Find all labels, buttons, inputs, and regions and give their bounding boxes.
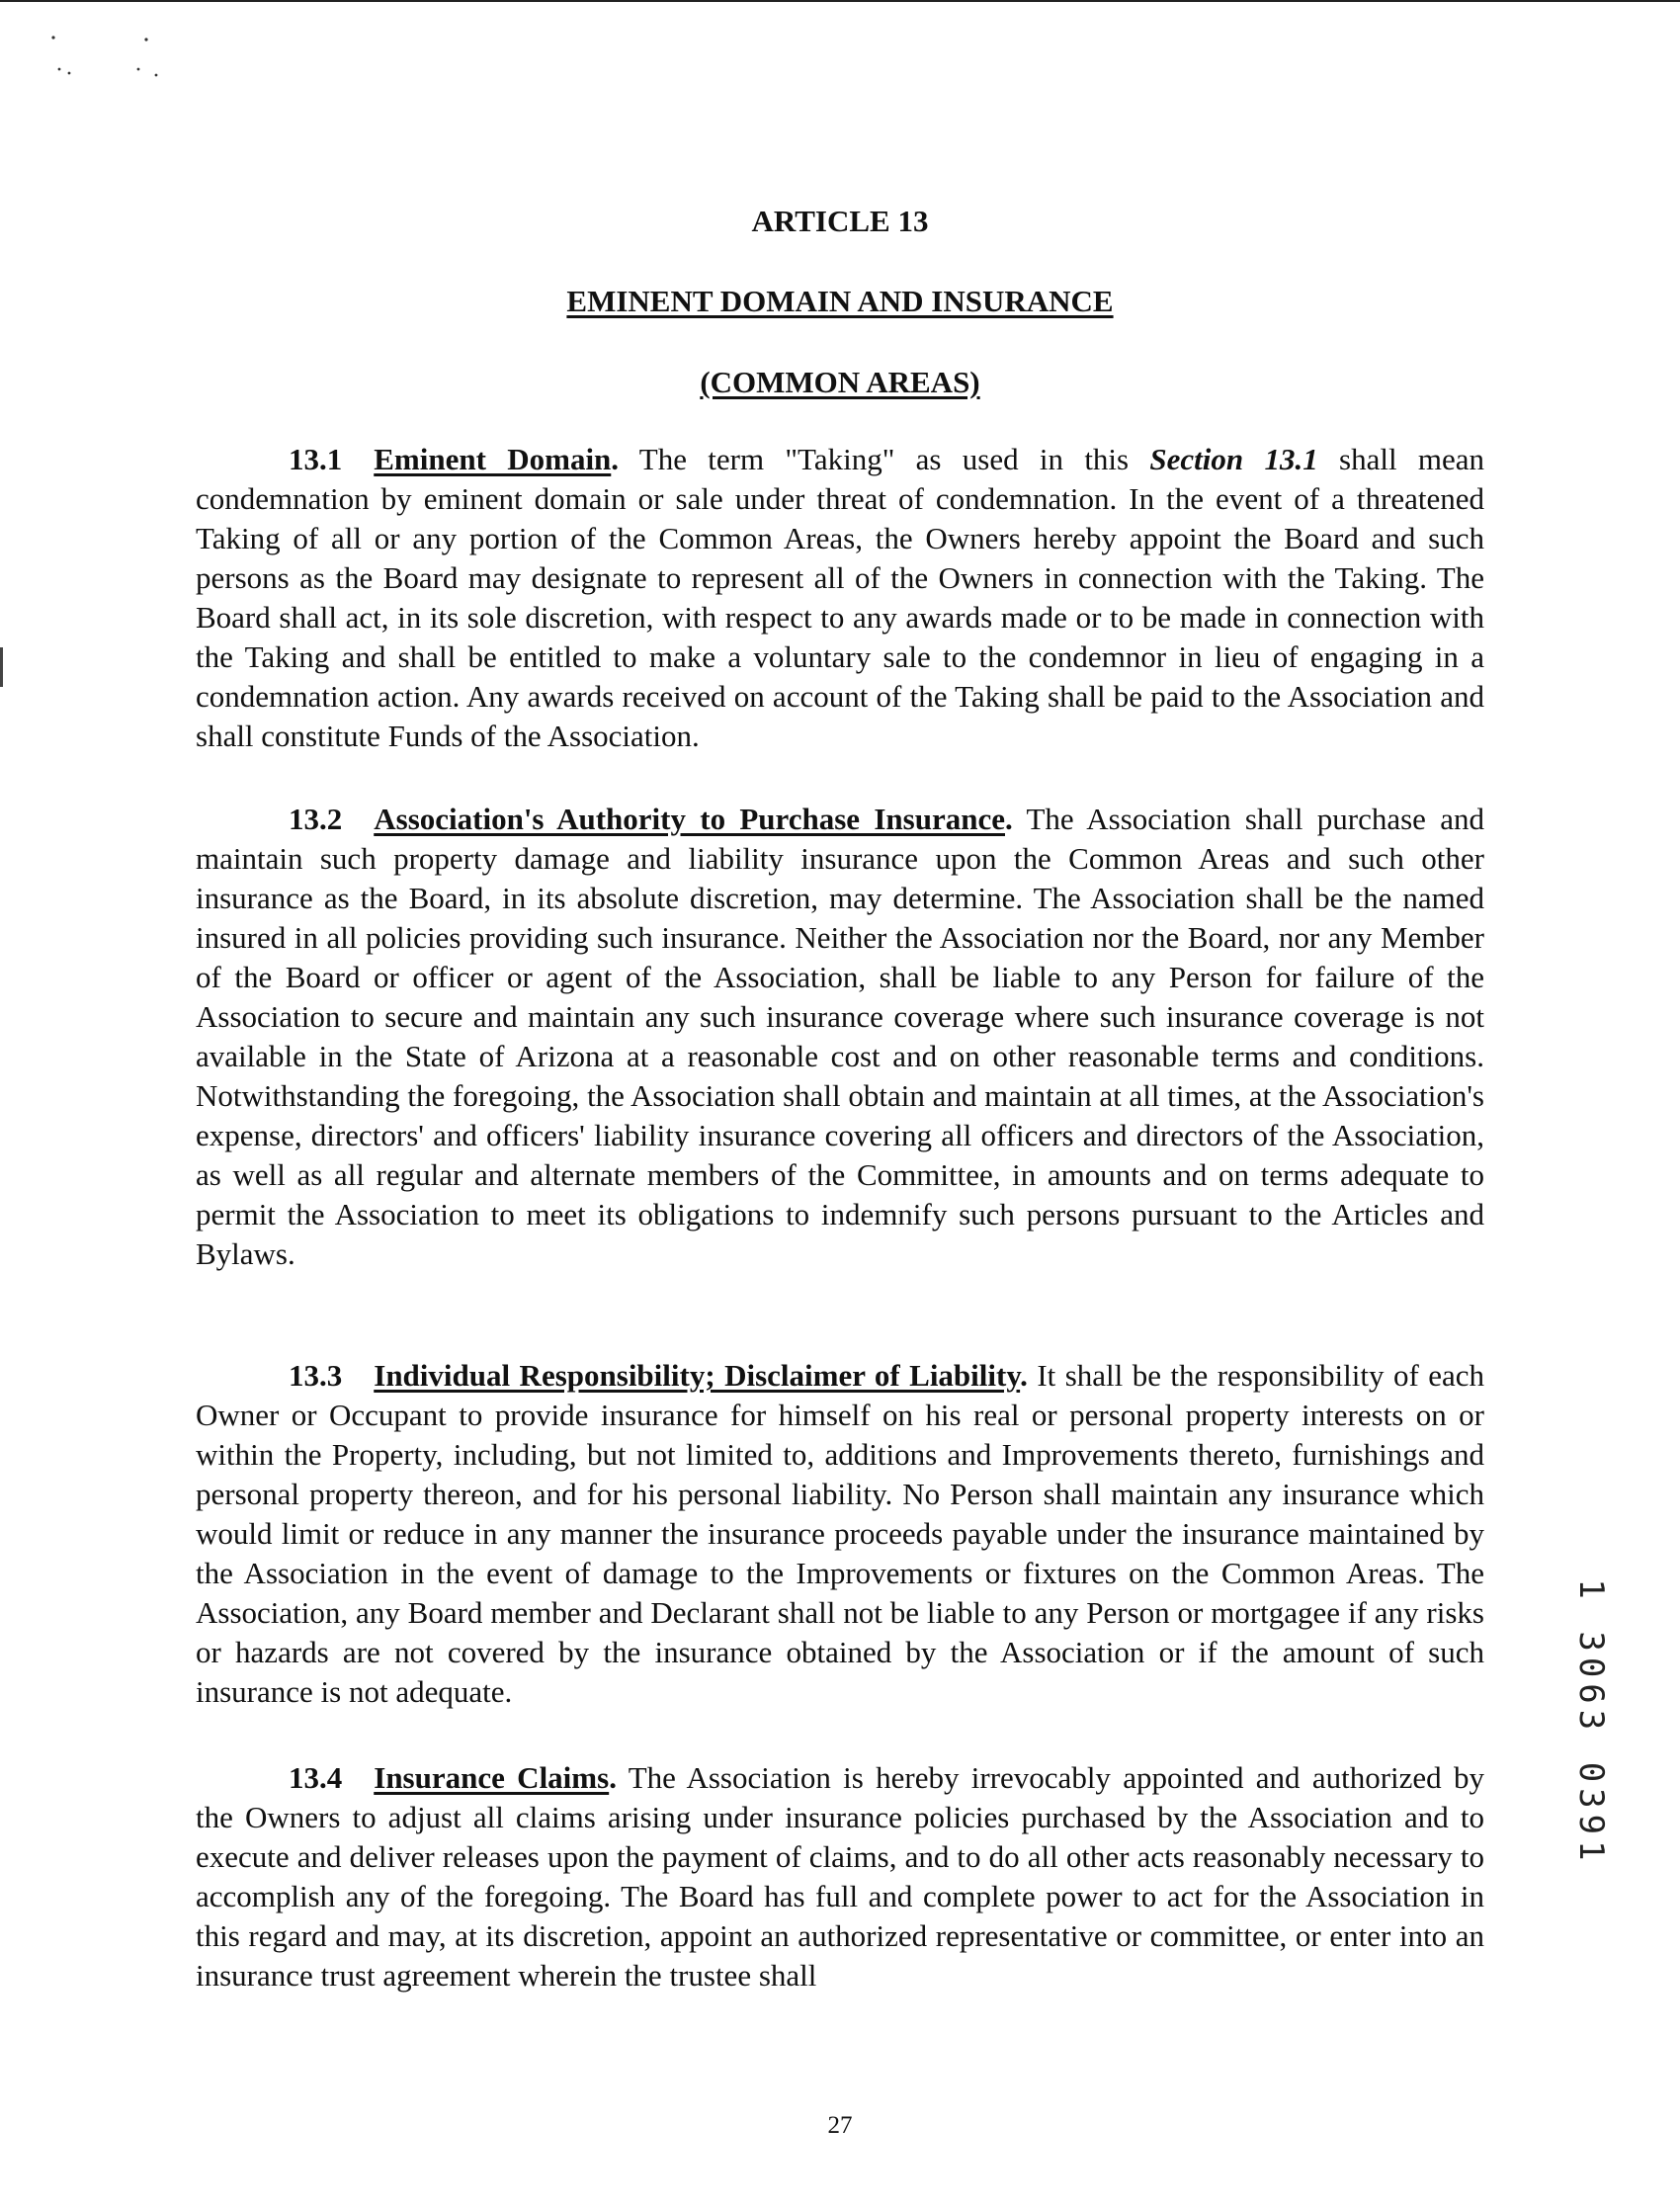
scan-left-mark — [0, 647, 3, 687]
section-title: Insurance Claims — [374, 1760, 610, 1795]
section-13-2: 13.2 Association's Authority to Purchase Insurance. The Association shall purchase and maintain such property damage and liability insurance upon the Common Areas and such other insurance as the Board, in its absolute discretion, may determine. The Association shall be the named insured in all policies providing such insurance. Neither the Association nor the Board, nor any Member of the Board or officer or agent of the Association, shall be liable to any Person for failure of the Association to secure and maintain any such insurance coverage where such insurance coverage is not available in the State of Arizona at a reasonable cost and on other reasonable terms and conditions. Notwithstanding the foregoing, the Association shall obtain and maintain at all times, at the Association's expense, directors' and officers' liability insurance covering all officers and directors of the Association, as well as all regular and alternate members of the Committee, in amounts and on terms adequate to permit the Association to meet its obligations to indemnify such persons pursuant to the Articles and Bylaws. — [196, 802, 1484, 1271]
section-title: Eminent Domain — [374, 442, 612, 476]
section-number: 13.4 — [289, 1760, 343, 1795]
section-title: Individual Responsibility; Disclaimer of Liability — [374, 1358, 1021, 1393]
section-13-3: 13.3 Individual Responsibility; Disclaimer of Liability. It shall be the responsibility of each Owner or Occupant to provide insurance for himself on his real or personal property interests on or within the Property, including, but not limited to, additions and Improvements thereto, furnishings and personal property thereon, and for his personal liability. No Person shall maintain any insurance which would limit or reduce in any manner the insurance proceeds payable under the insurance maintained by the Association in the event of damage to the Improvements or fixtures on the Common Areas. The Association, any Board member and Declarant shall not be liable to any Person or mortgagee if any risks or hazards are not covered by the insurance obtained by the Association or if the amount of such insurance is not adequate. — [196, 1358, 1484, 1709]
section-number: 13.1 — [289, 442, 343, 476]
section-text: shall mean condemnation by eminent domain or sale under threat of condemnation. In the event of a threatened Taking of all or any portion of the Common Areas, the Owners hereby appoint the Board and such persons as the Board may designate to represent all of the Owners in connection with the Taking. The Board shall act, in its sole discretion, with respect to any awards made or to be made in connection with the Taking and shall be entitled to make a voluntary sale to the condemnor in lieu of engaging in a condemnation action. Any awards received on account of the Taking shall be paid to the Association and shall constitute Funds of the Association. — [196, 442, 1484, 753]
section-text: The term "Taking" as used in this — [638, 442, 1130, 476]
scan-top-edge — [0, 0, 1680, 2]
section-text: The Association shall purchase and maintain such property damage and liability insurance upon the Common Areas and such other insurance as the Board, in its absolute discretion, may determine. The Association shall be the named insured in all policies providing such insurance. Neither the Association nor the Board, nor any Member of the Board or officer or agent of the Association, shall be liable to any Person for failure of the Association to secure and maintain any such insurance coverage where such insurance coverage is not available in the State of Arizona at a reasonable cost and on other reasonable terms and conditions. Notwithstanding the foregoing, the Association shall obtain and maintain at all times, at the Association's expense, directors' and officers' liability insurance covering all officers and directors of the Association, as well as all regular and alternate members of the Committee, in amounts and on terms adequate to permit the Association to meet its obligations to indemnify such persons pursuant to the Articles and Bylaws. — [196, 802, 1484, 1271]
page-number: 27 — [827, 2112, 853, 2139]
section-number: 13.2 — [289, 802, 343, 836]
article-title: EMINENT DOMAIN AND INSURANCE — [566, 284, 1114, 318]
article-heading: ARTICLE 13 — [751, 204, 929, 238]
recording-stamp: 1 3063 0391 — [1571, 1578, 1611, 1867]
section-reference: Section 13.1 — [1149, 442, 1318, 476]
section-text: It shall be the responsibility of each Owner or Occupant to provide insurance for himself on his real or personal property interests on or within the Property, including, but not limited to, additions and Improvements thereto, furnishings and personal property thereon, and for his personal liability. No Person shall maintain any insurance which would limit or reduce in any manner the insurance proceeds payable under the insurance maintained by the Association in the event of damage to the Improvements or fixtures on the Common Areas. The Association, any Board member and Declarant shall not be liable to any Person or mortgagee if any risks or hazards are not covered by the insurance obtained by the Association or if the amount of such insurance is not adequate. — [196, 1358, 1484, 1709]
article-subtitle: (COMMON AREAS) — [700, 365, 980, 399]
section-text: The Association is hereby irrevocably appointed and authorized by the Owners to adjust all claims arising under insurance policies purchased by the Association and to execute and deliver releases upon the payment of claims, and to do all other acts reasonably necessary to accomplish any of the foregoing. The Board has full and complete power to act for the Association in this regard and may, at its discretion, appoint an authorized representative or committee, or enter into an insurance trust agreement wherein the trustee shall — [196, 1760, 1484, 1993]
section-13-4: 13.4 Insurance Claims. The Association is hereby irrevocably appointed and authorized by the Owners to adjust all claims arising under insurance policies purchased by the Association and to execute and deliver releases upon the payment of claims, and to do all other acts reasonably necessary to accomplish any of the foregoing. The Board has full and complete power to act for the Association in this regard and may, at its discretion, appoint an authorized representative or committee, or enter into an insurance trust agreement wherein the trustee shall — [196, 1760, 1484, 1993]
section-number: 13.3 — [289, 1358, 343, 1393]
scan-specks — [47, 30, 166, 79]
section-13-1: 13.1 Eminent Domain. The term "Taking" as used in this Section 13.1 shall mean condemnation by eminent domain or sale under threat of condemnation. In the event of a threatened Taking of all or any portion of the Common Areas, the Owners hereby appoint the Board and such persons as the Board may designate to represent all of the Owners in connection with the Taking. The Board shall act, in its sole discretion, with respect to any awards made or to be made in connection with the Taking and shall be entitled to make a voluntary sale to the condemnor in lieu of engaging in a condemnation action. Any awards received on account of the Taking shall be paid to the Association and shall constitute Funds of the Association. — [196, 442, 1484, 753]
section-title: Association's Authority to Purchase Insurance — [374, 802, 1005, 836]
